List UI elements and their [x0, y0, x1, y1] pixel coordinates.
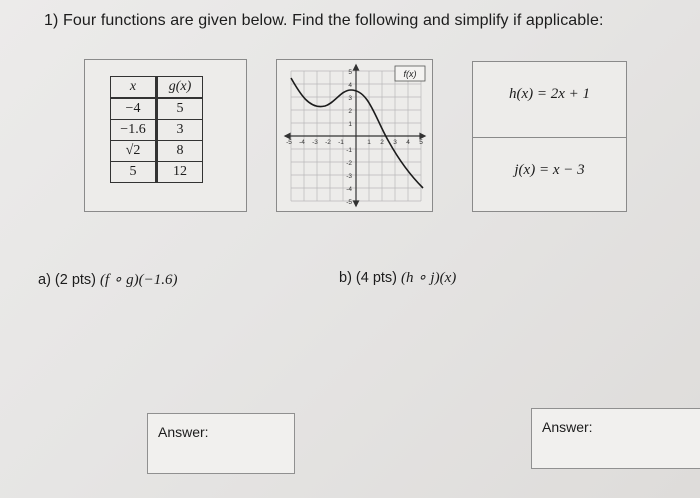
f-label: f(x) [403, 69, 417, 79]
y-tick-label: 3 [348, 95, 352, 102]
table-row [111, 162, 203, 183]
functions-divider [473, 137, 626, 138]
table-cell-x: −1.6 [111, 120, 157, 141]
y-tick-label: -4 [346, 186, 352, 193]
x-tick-label: 2 [380, 139, 384, 146]
graph-tick-labels [286, 69, 423, 206]
f-graph [277, 60, 431, 210]
x-tick-label: -2 [325, 139, 331, 146]
table-header-x: x [111, 77, 157, 99]
table-cell-x: 5 [111, 162, 157, 183]
x-tick-label: -3 [312, 139, 318, 146]
g-table [110, 76, 203, 183]
table-row [111, 141, 203, 162]
x-tick-label: 4 [406, 139, 410, 146]
answer-a-box[interactable] [147, 413, 295, 474]
table-cell-gx: 5 [157, 98, 203, 120]
part-b-label: b) (4 pts) [339, 270, 398, 286]
table-cell-x: −4 [111, 98, 157, 120]
y-tick-label: -5 [346, 199, 352, 206]
x-tick-label: -5 [286, 139, 292, 146]
question-prompt: 1) Four functions are given below. Find the following and simplify if applicable: [44, 12, 604, 29]
answer-b-label: Answer: [542, 419, 593, 435]
j-definition: j(x) = x − 3 [514, 162, 585, 178]
part-a [38, 270, 177, 289]
part-b [339, 268, 456, 287]
f-curve [291, 78, 423, 188]
y-tick-label: -2 [346, 160, 352, 167]
table-cell-gx: 3 [157, 120, 203, 141]
y-tick-label: -3 [346, 173, 352, 180]
table-cell-gx: 12 [157, 162, 203, 183]
part-a-expression: (f ∘ g)(−1.6) [100, 272, 178, 288]
table-row [111, 120, 203, 141]
table-cell-gx: 8 [157, 141, 203, 162]
table-header-gx: g(x) [157, 77, 203, 99]
x-tick-label: 5 [419, 139, 423, 146]
y-tick-label: 1 [348, 121, 352, 128]
table-cell-x: √2 [111, 141, 157, 162]
y-tick-label: 5 [348, 69, 352, 76]
y-tick-label: -1 [346, 147, 352, 154]
answer-a-label: Answer: [158, 424, 209, 440]
table-row [111, 98, 203, 120]
x-tick-label: -4 [299, 139, 305, 146]
y-tick-label: 2 [348, 108, 352, 115]
functions-panel [472, 61, 627, 212]
graph-axes [285, 65, 425, 206]
x-tick-label: 1 [367, 139, 371, 146]
g-table-panel [84, 59, 247, 212]
y-tick-label: 4 [348, 82, 352, 89]
x-tick-label: -1 [338, 139, 344, 146]
h-definition: h(x) = 2x + 1 [508, 86, 591, 102]
part-b-expression: (h ∘ j)(x) [401, 270, 457, 286]
f-graph-panel [276, 59, 433, 212]
part-a-label: a) (2 pts) [38, 272, 97, 288]
answer-b-box[interactable] [531, 408, 700, 469]
x-tick-label: 3 [393, 139, 397, 146]
